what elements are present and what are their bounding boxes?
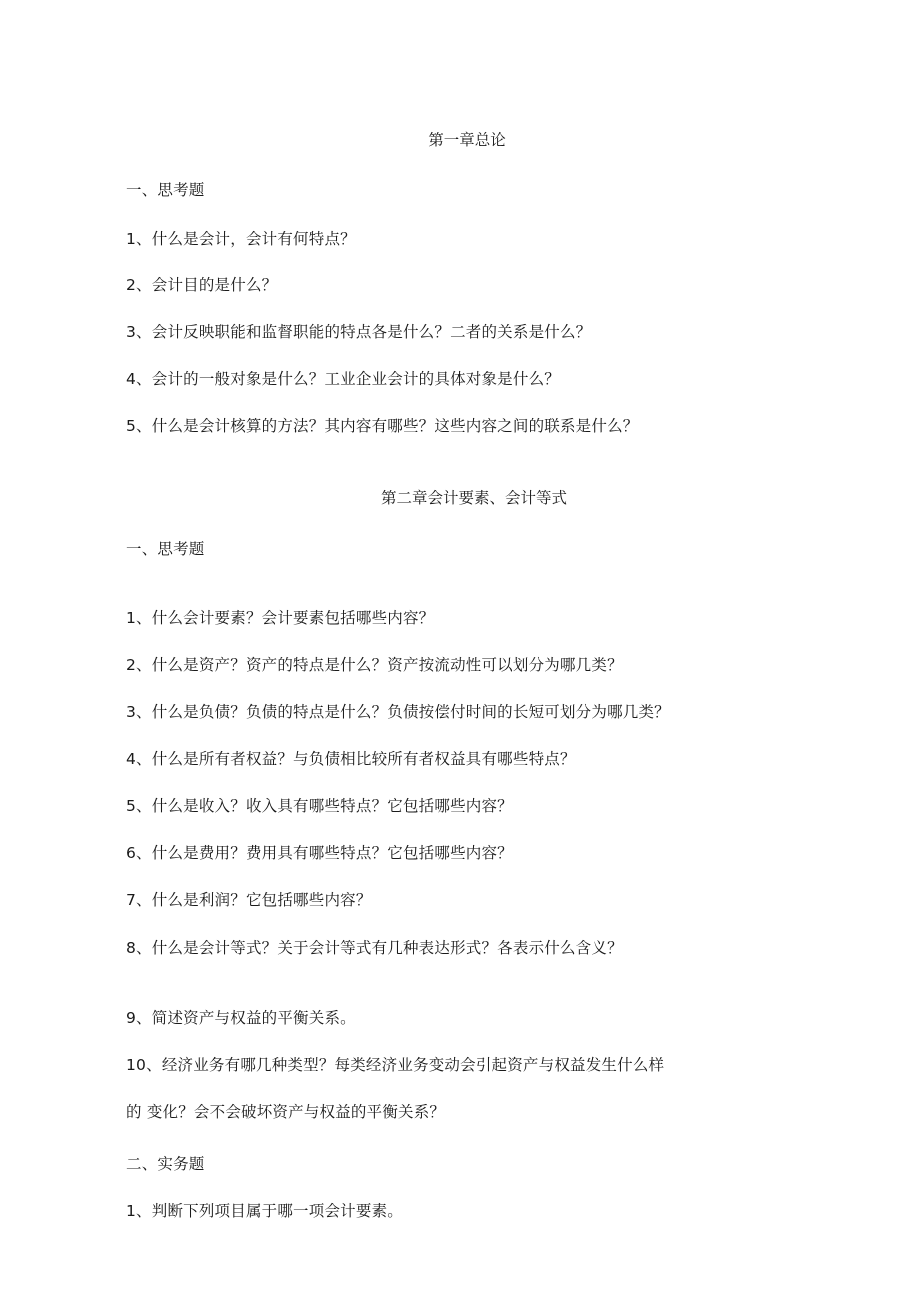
chapter-2-question: 4、什么是所有者权益？与负债相比较所有者权益具有哪些特点？ [126,750,576,768]
chapter-2-question: 5、什么是收入？收入具有哪些特点？它包括哪些内容？ [126,797,513,815]
chapter-2-question: 10、经济业务有哪几种类型？每类经济业务变动会引起资产与权益发生什么样 [126,1056,665,1074]
chapter-2-question: 7、什么是利润？它包括哪些内容？ [126,891,372,909]
chapter-2-practice-heading: 二、实务题 [126,1155,205,1173]
chapter-2-practice-item: 1、判断下列项目属于哪一项会计要素。 [126,1202,403,1220]
chapter-2-question: 9、简述资产与权益的平衡关系。 [126,1009,356,1027]
chapter-1-question: 2、会计目的是什么？ [126,276,278,294]
chapter-1-question: 5、什么是会计核算的方法？其内容有哪些？这些内容之间的联系是什么？ [126,417,639,435]
chapter-2-title: 第二章会计要素、会计等式 [380,489,567,507]
chapter-1-question: 1、什么是会计，会计有何特点？ [126,230,356,248]
chapter-1-question: 3、会计反映职能和监督职能的特点各是什么？二者的关系是什么？ [126,323,592,341]
chapter-2-question: 8、什么是会计等式？关于会计等式有几种表达形式？各表示什么含义？ [126,939,623,957]
chapter-1-question: 4、会计的一般对象是什么？工业企业会计的具体对象是什么？ [126,370,560,388]
chapter-1-section-heading: 一、思考题 [126,181,205,199]
chapter-2-question-continuation: 的 变化？会不会破坏资产与权益的平衡关系？ [126,1103,446,1121]
chapter-1-title: 第一章总论 [428,131,506,149]
chapter-2-question: 6、什么是费用？费用具有哪些特点？它包括哪些内容？ [126,844,513,862]
chapter-2-question: 2、什么是资产？资产的特点是什么？资产按流动性可以划分为哪几类？ [126,656,623,674]
chapter-2-question: 3、什么是负债？负债的特点是什么？负债按偿付时间的长短可划分为哪几类？ [126,703,670,721]
chapter-2-question: 1、什么会计要素？会计要素包括哪些内容？ [126,609,435,627]
chapter-2-section-heading: 一、思考题 [126,540,205,558]
